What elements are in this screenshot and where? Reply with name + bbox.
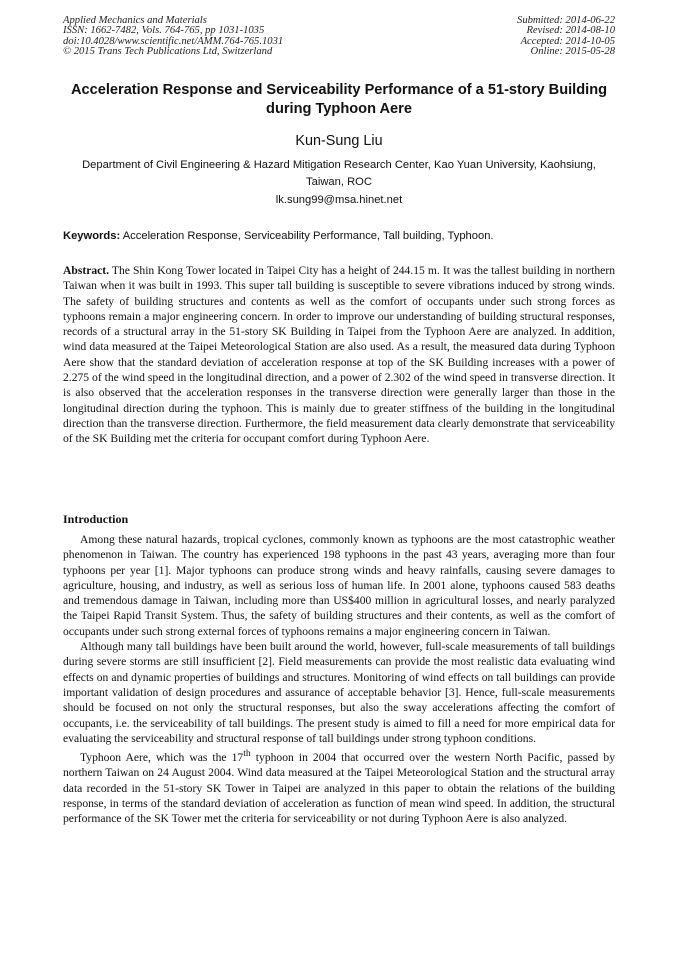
introduction-heading: Introduction bbox=[63, 512, 129, 526]
intro-p3-start: Typhoon Aere, which was the 17 bbox=[80, 751, 244, 765]
journal-copyright: © 2015 Trans Tech Publications Ltd, Switzerland bbox=[63, 46, 273, 58]
abstract-label: Abstract. bbox=[63, 264, 110, 277]
journal-issn: ISSN: 1662-7482, Vols. 764-765, pp 1031-1035 bbox=[63, 25, 265, 37]
intro-paragraph-1: Among these natural hazards, tropical cyclones, commonly known as typhoons are the most catastrophic weather phenomenon in Taiwan. The country has experienced 198 typhoons in the past 43 years, averaging more than four typhoons per year [1]. Major typhoons can produce strong winds and heavy rainfalls, causing severe damages to agriculture, housing, and industry, as well as serious loss of human life. In 2001 alone, typhoons caused 583 deaths and tremendous damage in Taiwan, including more than US$400 million in agricultural losses, and nearly paralyzed the Taipei Rapid Transit System. Thus, the safety of building structures and their contents, as well as the comfort of occupants under such strong external forces of typhoons remains a major engineering concern in Taiwan. bbox=[63, 533, 615, 638]
author-email[interactable]: lk.sung99@msa.hinet.net bbox=[275, 194, 403, 206]
date-accepted: Accepted: 2014-10-05 bbox=[520, 35, 615, 47]
journal-info bbox=[63, 16, 283, 58]
abstract-text: The Shin Kong Tower located in Taipei City has a height of 244.15 m. It was the tallest building in northern Taiwan when it was built in 1993. This super tall building is susceptible to severe vibrations induced by strong winds. The safety of building structures and contents as well as the comfort of occupants under such strong forces as typhoons remain a major engineering concern. In order to improve our understanding of building structural responses, records of a structural array in the 51-story SK Building in Taipei from the Typhoon Aere are analyzed. In addition, wind data measured at the Taipei Meteorological Station are also used. As a result, the measured data during Typhoon Aere show that the standard deviation of acceleration response at top of the SK Building increases with a power of 2.275 of the wind speed in the longitudinal direction, and a power of 2.302 of the wind speed in transverse direction. It is also observed that the acceleration responses in the transverse direction were generally larger than those in the longitudinal direction during the typhoon. This is mainly due to greater stiffness of the building in the longitudinal direction than the transverse direction. Furthermore, the field measurement data clearly demonstrate that serviceability of the SK Building met the criteria for occupant comfort during Typhoon Aere. bbox=[63, 264, 615, 446]
paper-title: Acceleration Response and Serviceability Performance of a 51-story Building during Typhoon Aere bbox=[70, 82, 608, 117]
intro-paragraph-3 bbox=[63, 746, 615, 826]
journal-doi: doi:10.4028/www.scientific.net/AMM.764-765.1031 bbox=[63, 35, 284, 47]
journal-name: Applied Mechanics and Materials bbox=[63, 15, 207, 26]
author-name: Kun-Sung Liu bbox=[295, 133, 383, 149]
author-affiliation: Department of Civil Engineering & Hazard Mitigation Research Center, Kao Yuan University, Kaohsiung, Taiwan, ROC bbox=[82, 159, 596, 188]
intro-paragraph-2: Although many tall buildings have been built around the world, however, full-scale measurements of tall buildings during severe storms are still insufficient [2]. Field measurements can provide the most realistic data evaluating wind effects on and dynamic properties of buildings and structures. Monitoring of wind effects on tall buildings can provide important validation of design procedures and assurance of acceptable behavior [3]. Hence, full-scale measurements should be focused on not only the structural responses, but also the sway accelerations affecting the comfort of occupants, i.e. the serviceability of tall buildings. The present study is aimed to fill a need for more empirical data for evaluating the serviceability and structural response of tall buildings under strong typhoon conditions. bbox=[63, 640, 615, 745]
intro-p3-rest: typhoon in 2004 that occurred over the western North Pacific, passed by northern Taiwan on 24 August 2004. Wind data measured at the Taipei Meteorological Station and the structural array data recorded in the 51-story SK Tower in Taipei are analyzed in this paper to obtain the relations of the building response, in terms of the standard deviation of acceleration as function of mean wind speed. In addition, the structural performance of the SK Tower met the criteria for serviceability or not during Typhoon Aere is also analyzed. bbox=[63, 751, 615, 826]
keywords-text: Acceleration Response, Serviceability Performance, Tall building, Typhoon. bbox=[122, 230, 494, 242]
date-revised: Revised: 2014-08-10 bbox=[526, 25, 615, 37]
keywords-label: Keywords: bbox=[63, 230, 121, 242]
abstract-paragraph bbox=[63, 263, 615, 447]
date-submitted: Submitted: 2014-06-22 bbox=[517, 15, 615, 26]
introduction-body bbox=[63, 532, 615, 827]
intro-p3-superscript: th bbox=[243, 748, 251, 760]
date-online: Online: 2015-05-28 bbox=[530, 46, 615, 58]
publication-dates bbox=[517, 16, 615, 58]
keywords-line bbox=[63, 229, 615, 243]
